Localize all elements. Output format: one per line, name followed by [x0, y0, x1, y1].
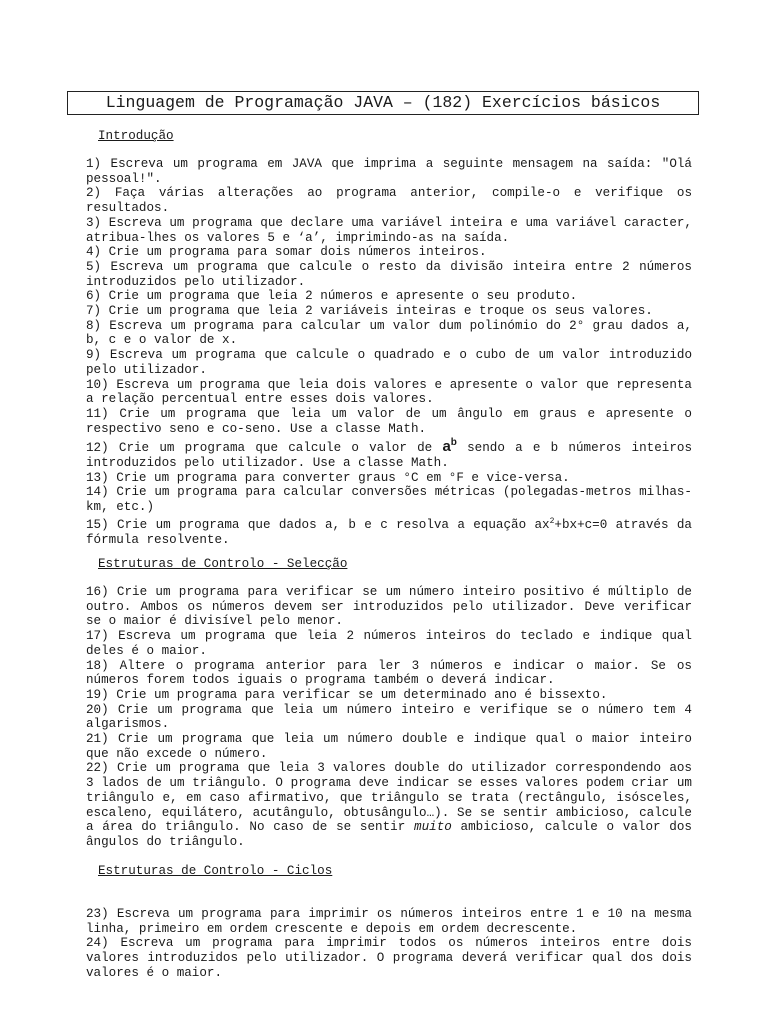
exercise-13: 13) Crie um programa para converter graus °C em °F e vice-versa. — [86, 470, 570, 485]
exercise-22: 22) Crie um programa que leia 3 valores double do utilizador correspondendo aos 3 lados de um triângulo. O programa deve indicar se esses valores podem criar um triângulo e, em caso afirmativo, que triângulo se trata (rectângulo, isósceles, escaleno, equilátero, acutângulo, obtusângulo…). Se se sentir ambicioso, calcule a área do triângulo. No caso de se sentir muito ambicioso, calcule o valor dos ângulos do triângulo. — [86, 761, 692, 849]
exercise-2: 2) Faça várias alterações ao programa anterior, compile-o e verifique os resultados. — [86, 186, 692, 216]
exercise-list-cycles — [86, 907, 692, 981]
exercise-20: 20) Crie um programa que leia um número inteiro e verifique se o número tem 4 algarismos. — [86, 702, 692, 732]
section-heading-seleccao: Estruturas de Controlo - Selecção — [98, 557, 348, 571]
section-heading-ciclos: Estruturas de Controlo - Ciclos — [98, 864, 333, 878]
exercise-10: 10) Escreva um programa que leia dois valores e apresente o valor que representa a relação percentual entre esses dois valores. — [86, 377, 692, 407]
exercise-1: 1) Escreva um programa em JAVA que imprima a seguinte mensagem na saída: "Olá pessoal!". — [86, 157, 692, 186]
exercise-17: 17) Escreva um programa que leia 2 números inteiros do teclado e indique qual deles é o maior. — [86, 629, 692, 658]
power-a-b: $a^b$ — [442, 437, 457, 456]
exercise-18: 18) Altere o programa anterior para ler 3 números e indicar o maior. Se os números forem todos iguais o programa também o deverá indicar. — [86, 658, 692, 688]
exercise-7: 7) Crie um programa que leia 2 variáveis inteiras e troque os seus valores. — [86, 304, 653, 319]
exercise-14: 14) Crie um programa para calcular conversões métricas (polegadas-metros milhas-km, etc.) — [86, 485, 692, 515]
exercise-list-selection — [86, 585, 692, 850]
exercise-19: 19) Crie um programa para verificar se um determinado ano é bissexto. — [86, 687, 608, 702]
exercise-list-intro — [86, 157, 692, 547]
document-title: Linguagem de Programação JAVA – (182) Exercícios básicos — [67, 91, 699, 115]
exercise-5: 5) Escreva um programa que calcule o resto da divisão inteira entre 2 números introduzidos pelo utilizador. — [86, 259, 692, 289]
section-heading-introducao: Introdução — [98, 129, 174, 143]
exercise-8: 8) Escreva um programa para calcular um valor dum polinómio do 2° grau dados a, b, c e o valor de x. — [86, 318, 692, 348]
exercise-6: 6) Crie um programa que leia 2 números e apresente o seu produto. — [86, 289, 578, 304]
exercise-11: 11) Crie um programa que leia um valor de um ângulo em graus e apresente o respectivo seno e co-seno. Use a classe Math. — [86, 406, 692, 436]
exercise-23: 23) Escreva um programa para imprimir os números inteiros entre 1 e 10 na mesma linha, primeiro em ordem crescente e depois em ordem decrescente. — [86, 907, 692, 936]
exercise-21: 21) Crie um programa que leia um número double e indique qual o maior inteiro que não excede o número. — [86, 732, 692, 761]
exercise-15: 15) Crie um programa que dados a, b e c resolva a equação $ax^2+bx+c=0$ através da fórmula resolvente. — [86, 516, 692, 547]
exercise-3: 3) Escreva um programa que declare uma variável inteira e uma variável caracter, atribua-lhes os valores 5 e ‘a’, imprimindo-as na saída. — [86, 215, 692, 245]
exercise-9: 9) Escreva um programa que calcule o quadrado e o cubo de um valor introduzido pelo utilizador. — [86, 348, 692, 377]
exercise-24: 24) Escreva um programa para imprimir todos os números inteiros entre dois valores introduzidos pelo utilizador. O programa deverá verificar qual dos dois valores é o maior. — [86, 936, 692, 980]
exercise-4: 4) Crie um programa para somar dois números inteiros. — [86, 245, 487, 260]
exercise-12: 12) Crie um programa que calcule o valor de $a^b$ sendo a e b números inteiros introduzidos pelo utilizador. Use a classe Math. — [86, 437, 692, 471]
exercise-16: 16) Crie um programa para verificar se um número inteiro positivo é múltiplo de outro. Ambos os números devem ser introduzidos pelo utilizador. Deve verificar se o maior é divisível pelo menor. — [86, 585, 692, 629]
